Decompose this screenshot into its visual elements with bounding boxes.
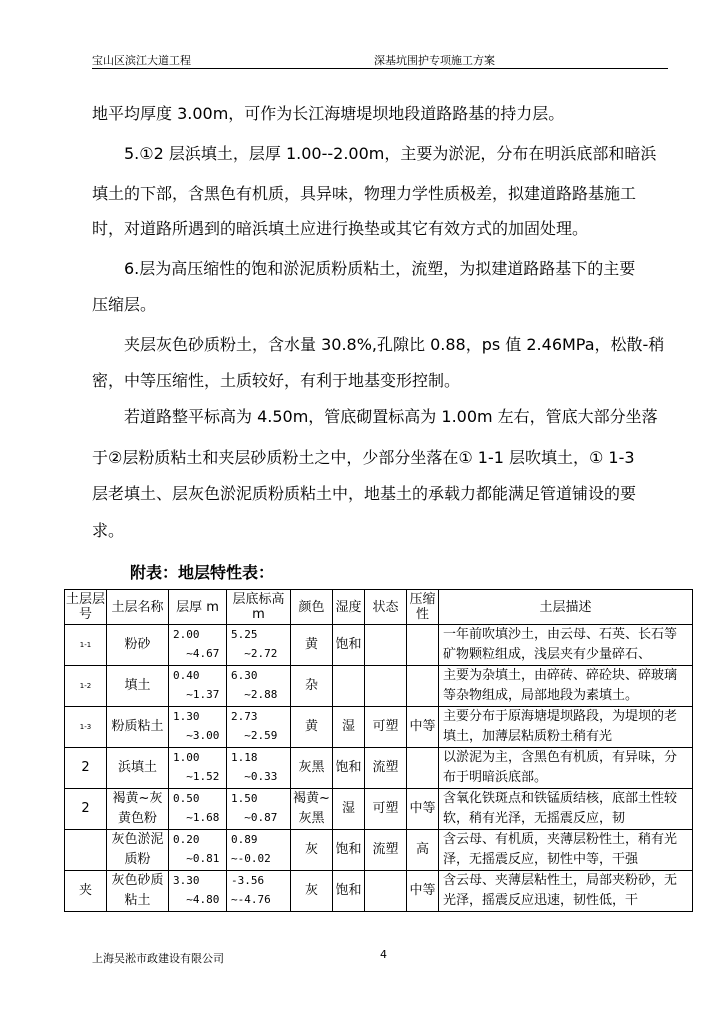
thickness-cell: 0.20 ~0.81 <box>169 830 227 871</box>
description-cell <box>439 789 693 830</box>
header-project-name: 宝山区滨江大道工程 <box>92 54 191 67</box>
compressibility-cell <box>407 666 439 707</box>
state-cell: 可塑 <box>365 789 407 830</box>
layer-number-cell: 1-2 <box>65 666 107 707</box>
description-cell <box>439 707 693 748</box>
page-header <box>92 50 668 69</box>
state-cell: 流塑 <box>365 748 407 789</box>
state-cell <box>365 625 407 666</box>
table-row <box>65 748 693 789</box>
column-header: 压缩性 <box>407 590 439 625</box>
color-cell: 灰 <box>291 871 333 912</box>
paragraph-line: 填土的下部，含黑色有机质，具异味，物理力学性质极差，拟建道路路基施工 <box>92 184 637 203</box>
paragraph-line: 地平均厚度 3.00m，可作为长江海塘堤坝地段道路路基的持力层。 <box>92 104 565 123</box>
state-cell: 流塑 <box>365 830 407 871</box>
bottom-elevation-cell: -3.56 ~-4.76 <box>227 871 291 912</box>
footer-company: 上海吴淞市政建设有限公司 <box>92 952 224 965</box>
paragraph-line: 夹层灰色砂质粉土，含水量 30.8%,孔隙比 0.88，ps 值 2.46MPa，松散-稍 <box>124 335 665 354</box>
compressibility-cell <box>407 748 439 789</box>
paragraph-line: 压缩层。 <box>92 295 157 314</box>
column-header: 湿度 <box>333 590 365 625</box>
layer-name-cell <box>107 871 169 912</box>
table-header-row <box>65 590 693 625</box>
thickness-cell: 3.30 ~4.80 <box>169 871 227 912</box>
paragraph-line: 密，中等压缩性，土质较好，有利于地基变形控制。 <box>92 371 461 390</box>
moisture-cell: 饱和 <box>333 871 365 912</box>
bottom-elevation-cell: 5.25 ~2.72 <box>227 625 291 666</box>
thickness-cell: 1.00 ~1.52 <box>169 748 227 789</box>
table-row <box>65 625 693 666</box>
thickness-cell: 2.00 ~4.67 <box>169 625 227 666</box>
description-cell <box>439 625 693 666</box>
layer-name-text: 灰色砂质粘土 <box>111 873 164 908</box>
description-text: 主要为杂填土，由碎砖、碎砼块、碎玻璃等杂物组成，局部地段为素填土。 <box>443 668 678 703</box>
color-cell: 杂 <box>291 666 333 707</box>
layer-name-cell: 填土 <box>107 666 169 707</box>
moisture-cell: 饱和 <box>333 748 365 789</box>
layer-name-cell: 粉质粘土 <box>107 707 169 748</box>
column-header: 土层层号 <box>65 590 107 625</box>
moisture-cell: 湿 <box>333 789 365 830</box>
layer-number-cell: 1-3 <box>65 707 107 748</box>
layer-name-cell <box>107 789 169 830</box>
state-cell <box>365 871 407 912</box>
description-cell <box>439 748 693 789</box>
description-text: 一年前吹填沙土，由云母、石英、长石等矿物颗粒组成，浅层夹有少量碎石、 <box>443 627 678 662</box>
description-text: 含云母、夹薄层粘性土，局部夹粉砂，无光泽，摇震反应迅速，韧性低，干 <box>443 873 678 908</box>
column-header: 土层名称 <box>107 590 169 625</box>
paragraph-line: 5.①2 层浜填土，层厚 1.00--2.00m，主要为淤泥，分布在明浜底部和暗浜 <box>124 144 657 163</box>
color-cell: 灰 <box>291 830 333 871</box>
table-row <box>65 666 693 707</box>
table-row <box>65 789 693 830</box>
paragraph-line: 6.层为高压缩性的饱和淤泥质粉质粘土，流塑，为拟建道路路基下的主要 <box>124 259 636 278</box>
bottom-elevation-cell: 1.50 ~0.87 <box>227 789 291 830</box>
compressibility-cell <box>407 625 439 666</box>
column-header: 层底标高 m <box>227 590 291 625</box>
bottom-elevation-cell: 6.30 ~2.88 <box>227 666 291 707</box>
page-number: 4 <box>380 948 387 961</box>
layer-name-cell: 浜填土 <box>107 748 169 789</box>
column-header: 土层描述 <box>439 590 693 625</box>
layer-name-text: 褐黄~灰黄色粉 <box>112 791 163 826</box>
color-cell: 灰黑 <box>291 748 333 789</box>
layer-number-cell: 2 <box>65 748 107 789</box>
color-cell: 褐黄~灰黑 <box>291 789 333 830</box>
paragraph-line: 若道路整平标高为 4.50m，管底砌置标高为 1.00m 左右，管底大部分坐落 <box>124 407 658 426</box>
color-cell: 黄 <box>291 707 333 748</box>
bottom-elevation-cell: 1.18 ~0.33 <box>227 748 291 789</box>
state-cell: 可塑 <box>365 707 407 748</box>
paragraph-line: 于②层粉质粘土和夹层砂质粉土之中，少部分坐落在① 1-1 层吹填土，① 1-3 <box>92 448 635 467</box>
compressibility-cell: 中等 <box>407 871 439 912</box>
table-row <box>65 830 693 871</box>
thickness-cell: 1.30 ~3.00 <box>169 707 227 748</box>
compressibility-cell: 中等 <box>407 707 439 748</box>
layer-name-text: 灰色淤泥质粉 <box>111 832 164 867</box>
compressibility-cell: 高 <box>407 830 439 871</box>
layer-number-cell: 2 <box>65 789 107 830</box>
bottom-elevation-cell: 0.89 ~-0.02 <box>227 830 291 871</box>
description-text: 主要分布于原海塘堤坝路段，为堤坝的老填土，加薄层粘质粉土稍有光 <box>443 709 678 744</box>
state-cell <box>365 666 407 707</box>
moisture-cell: 饱和 <box>333 830 365 871</box>
description-cell <box>439 871 693 912</box>
thickness-cell: 0.50 ~1.68 <box>169 789 227 830</box>
table-row <box>65 871 693 912</box>
table-row <box>65 707 693 748</box>
moisture-cell: 湿 <box>333 707 365 748</box>
paragraph-line: 求。 <box>92 521 125 540</box>
moisture-cell: 饱和 <box>333 625 365 666</box>
column-header: 状态 <box>365 590 407 625</box>
moisture-cell <box>333 666 365 707</box>
soil-layer-table <box>64 589 693 912</box>
description-text: 以淤泥为主，含黑色有机质，有异味，分布于明暗浜底部。 <box>443 750 678 785</box>
layer-number-cell: 夹 <box>65 871 107 912</box>
layer-number-cell: 1-1 <box>65 625 107 666</box>
description-text: 含氧化铁斑点和铁锰质结核，底部土性较软，稍有光泽，无摇震反应，韧 <box>443 791 678 826</box>
column-header: 颜色 <box>291 590 333 625</box>
description-cell <box>439 666 693 707</box>
header-document-title: 深基坑围护专项施工方案 <box>374 54 495 67</box>
paragraph-line: 时，对道路所遇到的暗浜填土应进行换垫或其它有效方式的加固处理。 <box>92 219 589 238</box>
thickness-cell: 0.40 ~1.37 <box>169 666 227 707</box>
description-cell <box>439 830 693 871</box>
bottom-elevation-cell: 2.73 ~2.59 <box>227 707 291 748</box>
column-header: 层厚 m <box>169 590 227 625</box>
compressibility-cell: 中等 <box>407 789 439 830</box>
description-text: 含云母、有机质，夹薄层粉性土，稍有光泽，无摇震反应，韧性中等，干强 <box>443 832 678 867</box>
table-caption: 附表：地层特性表： <box>130 563 275 582</box>
paragraph-line: 层老填土、层灰色淤泥质粉质粘土中，地基土的承载力都能满足管道铺设的要 <box>92 484 637 503</box>
color-cell: 黄 <box>291 625 333 666</box>
layer-number-cell <box>65 830 107 871</box>
layer-name-cell: 粉砂 <box>107 625 169 666</box>
layer-name-cell <box>107 830 169 871</box>
